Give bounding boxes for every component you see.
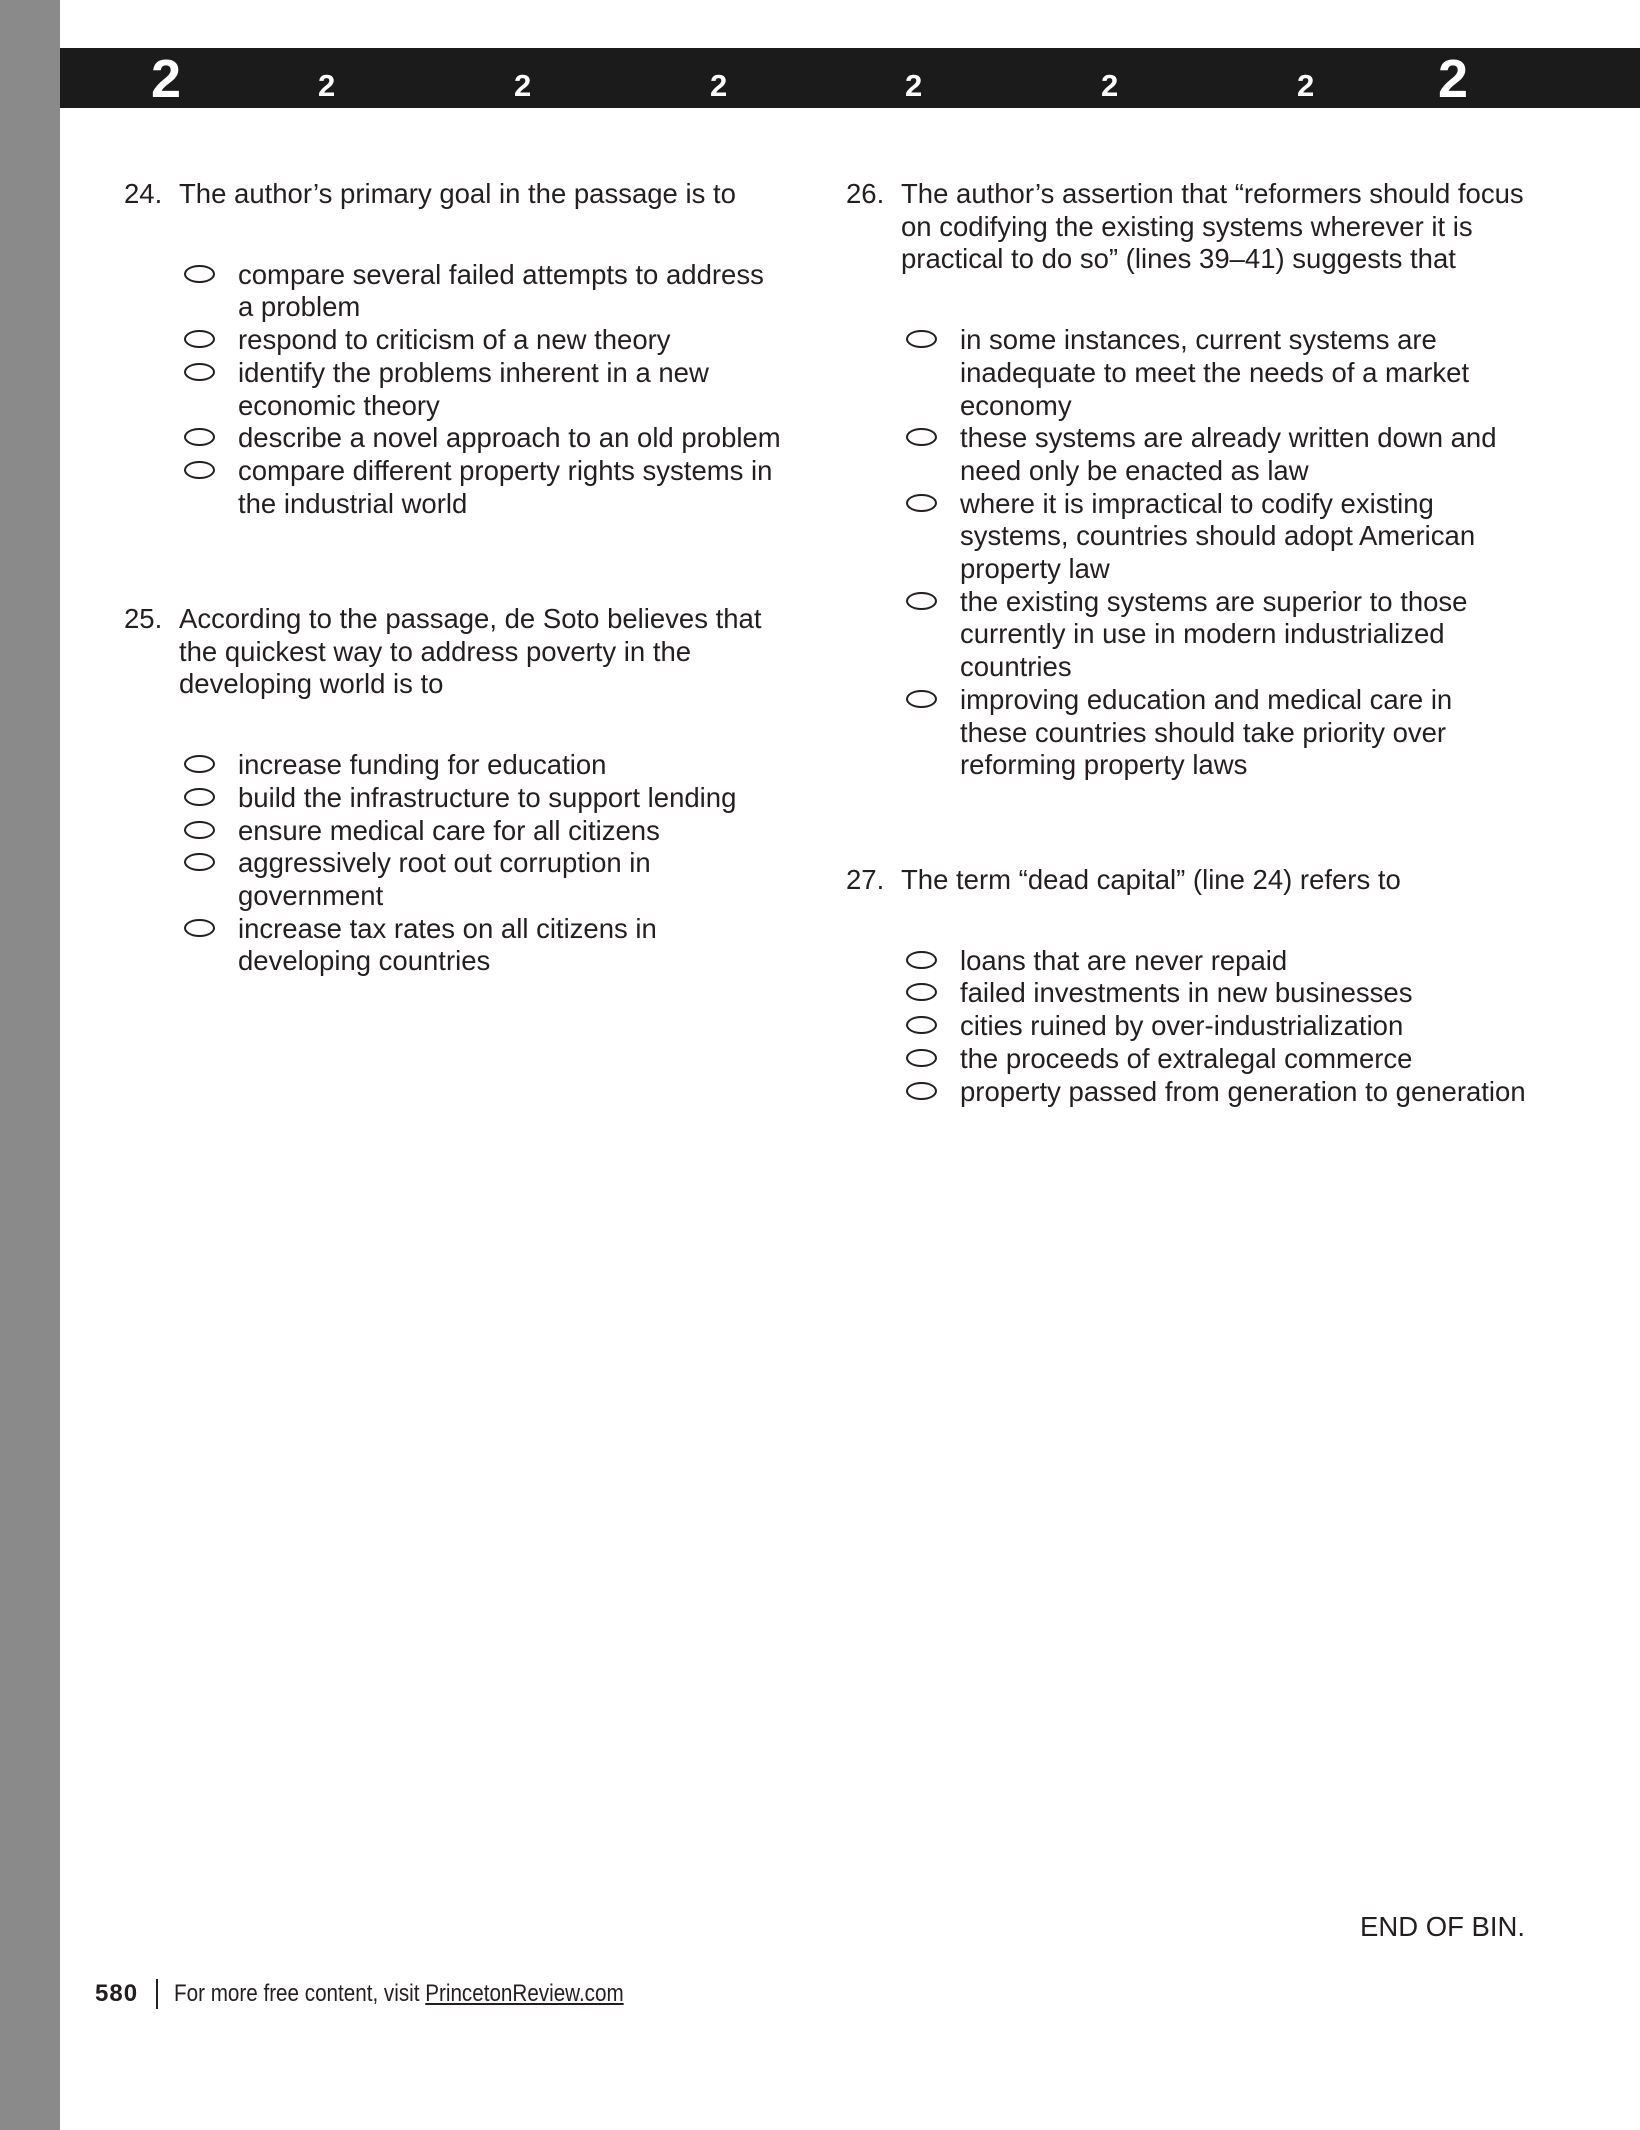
answer-text: increase tax rates on all citizens in developing countries bbox=[238, 912, 657, 977]
answer-text: failed investments in new businesses bbox=[960, 977, 1413, 1009]
answer-bubble[interactable] bbox=[906, 1082, 937, 1100]
section-number: 2 bbox=[1438, 49, 1469, 109]
answer-text: build the infrastructure to support lending bbox=[238, 781, 737, 813]
question-text: The author’s assertion that “reformers should focus on codifying the existing systems wherever it is practical to do so” (lines 39–41) suggests that bbox=[901, 178, 1524, 275]
answer-bubble[interactable] bbox=[906, 494, 937, 512]
section-number: 2 bbox=[318, 68, 336, 103]
answer-choice[interactable] bbox=[124, 259, 784, 324]
answer-text: describe a novel approach to an old problem bbox=[238, 422, 781, 454]
answer-choices bbox=[124, 749, 784, 978]
answer-text: aggressively root out corruption in government bbox=[238, 847, 651, 911]
answer-choice[interactable] bbox=[846, 586, 1526, 684]
answer-choice[interactable] bbox=[846, 422, 1526, 487]
question-stem bbox=[846, 864, 1526, 897]
answer-text: compare different property rights systems in the industrial world bbox=[238, 454, 773, 519]
answer-choice[interactable] bbox=[846, 1076, 1526, 1109]
end-of-bin-label: END OF BIN. bbox=[1360, 1911, 1526, 1942]
answer-choice[interactable] bbox=[124, 847, 784, 912]
answer-choice[interactable] bbox=[846, 324, 1526, 422]
answer-choice[interactable] bbox=[846, 1010, 1526, 1043]
answer-bubble[interactable] bbox=[184, 853, 215, 871]
question-24 bbox=[124, 178, 784, 520]
answer-text: in some instances, current systems are inadequate to meet the needs of a market economy bbox=[960, 324, 1470, 421]
princeton-review-link[interactable]: PrincetonReview.com bbox=[425, 1980, 624, 2007]
answer-bubble[interactable] bbox=[184, 461, 215, 479]
answer-bubble[interactable] bbox=[906, 690, 937, 708]
answer-text: cities ruined by over-industrialization bbox=[960, 1010, 1404, 1042]
answer-bubble[interactable] bbox=[184, 919, 215, 937]
answer-text: the existing systems are superior to those currently in use in modern industrialized countries bbox=[960, 585, 1468, 683]
answer-bubble[interactable] bbox=[184, 363, 215, 381]
answer-bubble[interactable] bbox=[906, 330, 937, 348]
answer-choice[interactable] bbox=[846, 945, 1526, 978]
answer-choice[interactable] bbox=[846, 1043, 1526, 1076]
question-stem bbox=[124, 178, 784, 211]
answer-choice[interactable] bbox=[124, 913, 784, 978]
answer-text: where it is impractical to codify existing systems, countries should adopt American property law bbox=[960, 487, 1476, 585]
answer-choice[interactable] bbox=[124, 455, 784, 520]
answer-text: ensure medical care for all citizens bbox=[238, 814, 660, 846]
answer-bubble[interactable] bbox=[184, 821, 215, 839]
answer-text: loans that are never repaid bbox=[960, 944, 1288, 976]
question-stem bbox=[846, 178, 1526, 276]
answer-bubble[interactable] bbox=[184, 788, 215, 806]
answer-bubble[interactable] bbox=[184, 428, 215, 446]
page-footer bbox=[95, 1977, 697, 2011]
section-number: 2 bbox=[1101, 68, 1119, 103]
answer-choice[interactable] bbox=[124, 749, 784, 782]
question-27 bbox=[846, 864, 1526, 1108]
page-number: 580 bbox=[95, 1980, 139, 2007]
side-strip bbox=[0, 0, 60, 2130]
question-number: 25. bbox=[124, 603, 163, 634]
section-number: 2 bbox=[151, 49, 182, 109]
question-text: According to the passage, de Soto believes that the quickest way to address poverty in the developing world is to bbox=[179, 603, 762, 700]
answer-bubble[interactable] bbox=[906, 1016, 937, 1034]
answer-text: identify the problems inherent in a new economic theory bbox=[238, 356, 709, 421]
answer-choice[interactable] bbox=[124, 815, 784, 848]
answer-choice[interactable] bbox=[124, 357, 784, 422]
question-26 bbox=[846, 178, 1526, 782]
section-header-bar bbox=[60, 48, 1640, 108]
answer-choices bbox=[124, 259, 784, 521]
answer-text: respond to criticism of a new theory bbox=[238, 324, 671, 356]
answer-text: these systems are already written down and need only be enacted as law bbox=[960, 422, 1497, 486]
answer-bubble[interactable] bbox=[906, 592, 937, 610]
answer-choice[interactable] bbox=[846, 684, 1526, 782]
footer-promo-text: For more free content, visit bbox=[174, 1980, 426, 2007]
answer-bubble[interactable] bbox=[906, 983, 937, 1001]
answer-choice[interactable] bbox=[846, 488, 1526, 586]
question-text: The term “dead capital” (line 24) refers to bbox=[901, 864, 1401, 895]
answer-bubble[interactable] bbox=[906, 951, 937, 969]
answer-choice[interactable] bbox=[124, 422, 784, 455]
answer-bubble[interactable] bbox=[184, 330, 215, 348]
answer-text: improving education and medical care in these countries should take priority over reforming property laws bbox=[960, 683, 1453, 781]
question-stem bbox=[124, 603, 784, 701]
answer-bubble[interactable] bbox=[184, 265, 215, 283]
answer-choice[interactable] bbox=[124, 782, 784, 815]
question-text: The author’s primary goal in the passage is to bbox=[179, 178, 736, 209]
answer-choices bbox=[846, 324, 1526, 782]
answer-text: property passed from generation to generation bbox=[960, 1075, 1526, 1107]
answer-text: the proceeds of extralegal commerce bbox=[960, 1042, 1413, 1074]
question-number: 27. bbox=[846, 864, 885, 895]
answer-bubble[interactable] bbox=[906, 428, 937, 446]
section-number: 2 bbox=[905, 68, 923, 103]
section-number: 2 bbox=[1297, 68, 1315, 103]
section-number: 2 bbox=[514, 68, 532, 103]
question-number: 26. bbox=[846, 178, 885, 209]
question-25 bbox=[124, 603, 784, 978]
question-number: 24. bbox=[124, 178, 163, 209]
answer-choice[interactable] bbox=[124, 324, 784, 357]
footer-text bbox=[174, 1980, 624, 2008]
answer-text: increase funding for education bbox=[238, 749, 607, 781]
footer-divider bbox=[156, 1979, 158, 2009]
section-number: 2 bbox=[710, 68, 728, 103]
answer-bubble[interactable] bbox=[184, 755, 215, 773]
answer-bubble[interactable] bbox=[906, 1049, 937, 1067]
answer-text: compare several failed attempts to address a problem bbox=[238, 258, 764, 323]
answer-choices bbox=[846, 945, 1526, 1109]
answer-choice[interactable] bbox=[846, 977, 1526, 1010]
